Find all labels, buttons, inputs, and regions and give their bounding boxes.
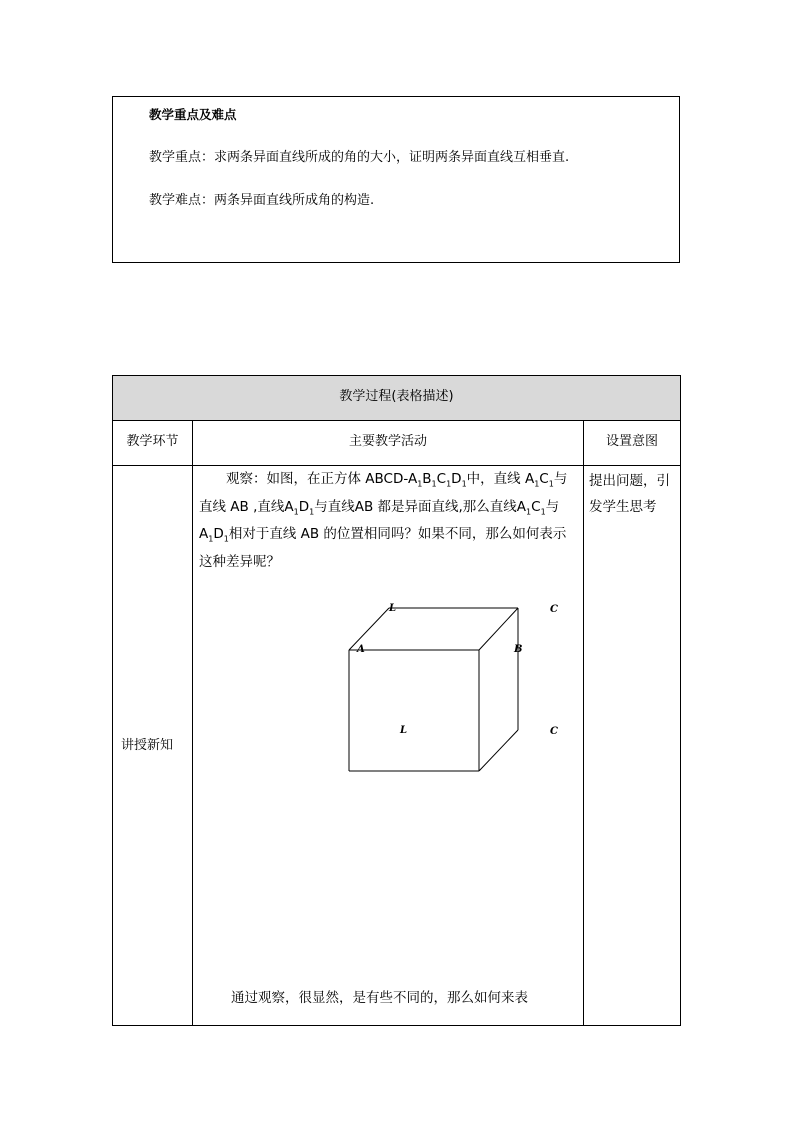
activity-paragraph: 观察：如图，在正方体 ABCD-$A_1B_1C_1D_1$中，直线 $A_1C_1$与直线 AB ,直线$A_1D_1$与直线AB 都是异面直线,那么直线$A_1C_1$与 $A_1D_1$相对于直线 AB 的位置相同吗？如果不同，那么如何表示这种差异呢？ xyxy=(199,471,568,571)
cube-edge xyxy=(479,608,518,650)
teaching-process-table xyxy=(112,375,681,1026)
table-title: 教学过程(表格描述) xyxy=(113,376,680,421)
header-stage: 教学环节 xyxy=(113,421,193,466)
header-intent: 设置意图 xyxy=(584,421,680,466)
activity-bottom-line: 通过观察，很显然，是有些不同的，那么如何来表 xyxy=(231,990,528,1006)
intent-cell xyxy=(584,466,680,1025)
cube-edge xyxy=(479,730,518,771)
cube-figure xyxy=(343,596,563,776)
intent-text: 提出问题，引发学生思考 xyxy=(589,473,670,515)
vertex-label-b: B xyxy=(514,644,523,655)
vertex-label-mid: L xyxy=(400,725,408,736)
vertex-label-top-right: C xyxy=(550,604,558,615)
key-point-text: 教学重点：求两条异面直线所成的角的大小，证明两条异面直线互相垂直. xyxy=(149,150,570,165)
focus-difficulty-box xyxy=(112,96,680,263)
activity-cell xyxy=(193,466,584,1025)
stage-label: 讲授新知 xyxy=(121,738,174,753)
difficulty-text: 教学难点：两条异面直线所成角的构造. xyxy=(149,193,375,208)
vertex-label-top-left: L xyxy=(389,603,397,614)
vertex-label-a: A xyxy=(357,644,365,655)
focus-heading: 教学重点及难点 xyxy=(149,107,237,122)
header-activity: 主要教学活动 xyxy=(193,421,584,466)
vertex-label-bottom-right: C xyxy=(550,726,558,737)
stage-cell xyxy=(113,466,193,1025)
cube-edge xyxy=(349,608,389,650)
